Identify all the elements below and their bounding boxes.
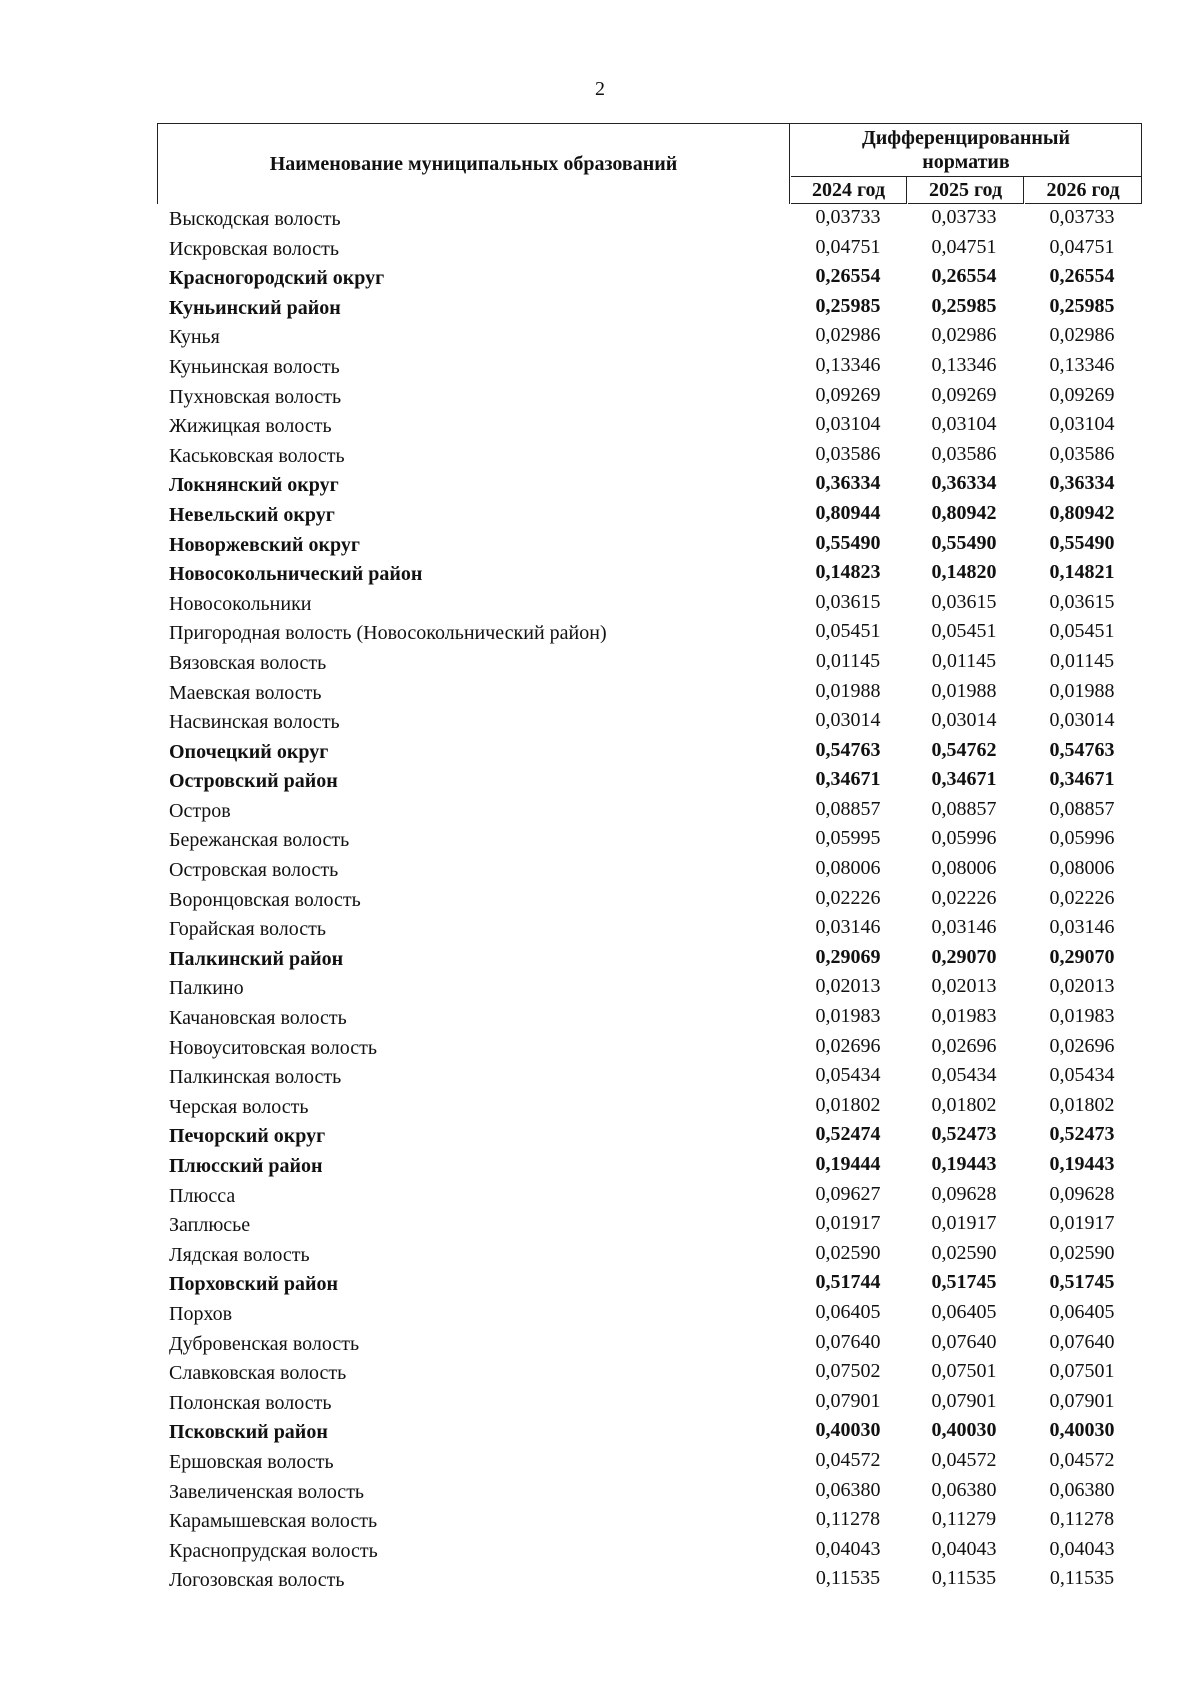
norm-value-2025: 0,36334 xyxy=(931,472,997,495)
norm-value-2024: 0,02986 xyxy=(815,324,881,347)
table-row xyxy=(157,1270,1140,1300)
table-row xyxy=(157,1330,1140,1360)
norm-value-2025: 0,03733 xyxy=(931,206,997,228)
municipality-name: Каськовская волость xyxy=(169,444,345,467)
norm-value-2026: 0,11278 xyxy=(1049,1508,1115,1531)
municipality-name: Дубровенская волость xyxy=(169,1332,360,1355)
table-row xyxy=(157,412,1140,442)
municipality-name: Опочецкий округ xyxy=(169,740,329,763)
table-row xyxy=(157,738,1140,768)
norm-value-2026: 0,07901 xyxy=(1049,1389,1115,1412)
table-row xyxy=(157,1093,1140,1123)
norm-value-2024: 0,11278 xyxy=(815,1508,881,1531)
norm-value-2026: 0,02986 xyxy=(1049,324,1115,347)
norm-value-2024: 0,01802 xyxy=(815,1093,881,1116)
table-row xyxy=(157,1389,1140,1419)
norm-value-2025: 0,08006 xyxy=(931,857,997,880)
norm-value-2024: 0,36334 xyxy=(815,472,881,495)
norm-value-2026: 0,08006 xyxy=(1049,857,1115,880)
norm-value-2026: 0,52473 xyxy=(1049,1123,1115,1146)
norm-value-2024: 0,80944 xyxy=(815,501,881,524)
table-row xyxy=(157,501,1140,531)
norm-value-2024: 0,03615 xyxy=(815,590,881,613)
norm-value-2024: 0,03586 xyxy=(815,442,881,465)
table-row xyxy=(157,1122,1140,1152)
norm-value-2025: 0,19443 xyxy=(931,1153,997,1175)
column-group-header xyxy=(791,124,1141,177)
table-row xyxy=(157,1448,1140,1478)
norm-value-2025: 0,34671 xyxy=(931,768,997,791)
norm-value-2024: 0,55490 xyxy=(815,531,881,554)
norm-value-2025: 0,03014 xyxy=(931,709,997,732)
municipality-name: Лядская волость xyxy=(169,1243,310,1266)
table-row xyxy=(157,1241,1140,1271)
norm-value-2024: 0,04043 xyxy=(815,1537,881,1560)
norm-value-2025: 0,03586 xyxy=(931,442,997,465)
municipality-name: Кунья xyxy=(169,326,220,349)
norm-value-2024: 0,05451 xyxy=(815,620,881,643)
norm-value-2024: 0,06405 xyxy=(815,1300,881,1323)
municipality-name: Порхов xyxy=(169,1302,233,1325)
norm-value-2025: 0,03615 xyxy=(931,590,997,613)
norm-value-2025: 0,80942 xyxy=(931,501,997,524)
norm-value-2025: 0,02590 xyxy=(931,1241,997,1264)
norm-value-2025: 0,01983 xyxy=(931,1005,997,1028)
norm-value-2026: 0,04043 xyxy=(1049,1537,1115,1560)
table-header xyxy=(157,123,1142,204)
norm-value-2026: 0,07640 xyxy=(1049,1330,1115,1353)
norm-value-2026: 0,03586 xyxy=(1049,442,1115,465)
municipality-name: Выскодская волость xyxy=(169,208,341,230)
norm-value-2026: 0,01145 xyxy=(1049,649,1115,672)
norm-value-2024: 0,19444 xyxy=(815,1153,881,1175)
table-row xyxy=(157,974,1140,1004)
norm-value-2025: 0,03146 xyxy=(931,916,997,939)
norm-value-2025: 0,09269 xyxy=(931,383,997,406)
municipality-name: Полонская волость xyxy=(169,1391,332,1414)
norm-value-2025: 0,04572 xyxy=(931,1448,997,1471)
table-row xyxy=(157,826,1140,856)
municipality-name: Красногородский округ xyxy=(169,267,385,290)
table-row xyxy=(157,856,1140,886)
norm-value-2025: 0,05451 xyxy=(931,620,997,643)
norm-value-2025: 0,09628 xyxy=(931,1182,997,1205)
municipality-name: Палкино xyxy=(169,977,244,1000)
norm-value-2025: 0,02226 xyxy=(931,886,997,909)
table-row xyxy=(157,679,1140,709)
table-row xyxy=(157,442,1140,472)
norm-value-2026: 0,02226 xyxy=(1049,886,1115,909)
table-row xyxy=(157,560,1140,590)
municipality-name: Пригородная волость (Новосокольнический район) xyxy=(169,622,607,645)
table-row xyxy=(157,886,1140,916)
norm-value-2025: 0,01145 xyxy=(931,649,997,672)
municipality-name: Славковская волость xyxy=(169,1362,347,1385)
municipality-name: Завеличенская волость xyxy=(169,1480,365,1503)
norm-value-2024: 0,01983 xyxy=(815,1005,881,1028)
table-row xyxy=(157,1478,1140,1508)
norm-value-2025: 0,05996 xyxy=(931,827,997,850)
norm-value-2024: 0,11535 xyxy=(815,1567,881,1590)
norm-value-2026: 0,02013 xyxy=(1049,975,1115,998)
table-row xyxy=(157,797,1140,827)
norm-value-2025: 0,08857 xyxy=(931,797,997,820)
norm-value-2024: 0,29069 xyxy=(815,945,881,968)
norm-value-2025: 0,05434 xyxy=(931,1064,997,1087)
table-body xyxy=(157,205,1140,1596)
norm-value-2024: 0,08857 xyxy=(815,797,881,820)
municipality-name: Бережанская волость xyxy=(169,829,350,852)
municipality-name: Палкинская волость xyxy=(169,1066,342,1089)
norm-value-2026: 0,02696 xyxy=(1049,1034,1115,1057)
table-row xyxy=(157,1063,1140,1093)
norm-value-2025: 0,03104 xyxy=(931,413,997,436)
norm-value-2025: 0,52473 xyxy=(931,1123,997,1146)
table-row xyxy=(157,383,1140,413)
norm-value-2025: 0,14820 xyxy=(931,561,997,584)
norm-value-2025: 0,25985 xyxy=(931,294,997,317)
norm-value-2025: 0,13346 xyxy=(931,353,997,376)
norm-value-2024: 0,07502 xyxy=(815,1360,881,1383)
norm-value-2026: 0,54763 xyxy=(1049,738,1115,761)
norm-value-2025: 0,02013 xyxy=(931,975,997,998)
table-row xyxy=(157,205,1140,235)
norm-value-2026: 0,80942 xyxy=(1049,501,1115,524)
norm-value-2024: 0,05434 xyxy=(815,1064,881,1087)
norm-value-2025: 0,51745 xyxy=(931,1271,997,1294)
table-row xyxy=(157,471,1140,501)
municipality-name: Краснопрудская волость xyxy=(169,1539,378,1562)
table-row xyxy=(157,590,1140,620)
municipality-name: Куньинская волость xyxy=(169,355,340,378)
norm-value-2025: 0,01917 xyxy=(931,1212,997,1235)
norm-value-2026: 0,04751 xyxy=(1049,235,1115,258)
norm-value-2025: 0,04043 xyxy=(931,1537,997,1560)
norm-value-2024: 0,02226 xyxy=(815,886,881,909)
norm-value-2026: 0,14821 xyxy=(1049,561,1115,584)
norm-value-2025: 0,01988 xyxy=(931,679,997,702)
norm-value-2024: 0,02696 xyxy=(815,1034,881,1057)
table-row xyxy=(157,619,1140,649)
norm-value-2026: 0,51745 xyxy=(1049,1271,1115,1294)
norm-value-2026: 0,04572 xyxy=(1049,1448,1115,1471)
norm-value-2024: 0,02013 xyxy=(815,975,881,998)
municipality-name: Насвинская волость xyxy=(169,711,340,734)
norm-value-2026: 0,01988 xyxy=(1049,679,1115,702)
norm-value-2025: 0,54762 xyxy=(931,738,997,761)
column-header-2026: 2026 год xyxy=(1025,177,1141,204)
norm-value-2026: 0,40030 xyxy=(1049,1419,1115,1442)
norm-value-2024: 0,01145 xyxy=(815,649,881,672)
norm-value-2024: 0,07640 xyxy=(815,1330,881,1353)
norm-value-2026: 0,03104 xyxy=(1049,413,1115,436)
norm-value-2026: 0,05451 xyxy=(1049,620,1115,643)
column-header-2024: 2024 год xyxy=(791,177,907,204)
municipality-name: Новоржевский округ xyxy=(169,533,360,556)
norm-value-2025: 0,29070 xyxy=(931,945,997,968)
norm-value-2024: 0,03104 xyxy=(815,413,881,436)
norm-value-2025: 0,06405 xyxy=(931,1300,997,1323)
municipality-name: Псковский район xyxy=(169,1421,328,1444)
municipality-name: Ершовская волость xyxy=(169,1450,334,1473)
table-row xyxy=(157,1211,1140,1241)
norm-value-2026: 0,55490 xyxy=(1049,531,1115,554)
table-row xyxy=(157,1004,1140,1034)
norm-value-2025: 0,55490 xyxy=(931,531,997,554)
norm-value-2024: 0,08006 xyxy=(815,857,881,880)
municipality-name: Новоуситовская волость xyxy=(169,1036,377,1059)
table-row xyxy=(157,531,1140,561)
table-row xyxy=(157,649,1140,679)
table-row xyxy=(157,945,1140,975)
municipality-name: Карамышевская волость xyxy=(169,1510,378,1533)
norm-value-2024: 0,03733 xyxy=(815,206,881,228)
norm-value-2026: 0,36334 xyxy=(1049,472,1115,495)
column-header-name: Наименование муниципальных образований xyxy=(158,124,790,204)
norm-value-2026: 0,03014 xyxy=(1049,709,1115,732)
table-row xyxy=(157,323,1140,353)
norm-value-2026: 0,03733 xyxy=(1049,206,1115,228)
norm-value-2024: 0,06380 xyxy=(815,1478,881,1501)
municipality-name: Невельский округ xyxy=(169,503,335,526)
norm-value-2025: 0,11535 xyxy=(931,1567,997,1590)
norm-value-2025: 0,04751 xyxy=(931,235,997,258)
municipality-name: Черская волость xyxy=(169,1095,309,1118)
table-row xyxy=(157,1537,1140,1567)
municipality-name: Новосокольники xyxy=(169,592,312,615)
table-row xyxy=(157,294,1140,324)
municipality-name: Порховский район xyxy=(169,1273,339,1296)
norm-value-2026: 0,01983 xyxy=(1049,1005,1115,1028)
norm-value-2025: 0,40030 xyxy=(931,1419,997,1442)
table-row xyxy=(157,264,1140,294)
norm-value-2025: 0,06380 xyxy=(931,1478,997,1501)
norm-value-2026: 0,01802 xyxy=(1049,1093,1115,1116)
municipality-name: Островский район xyxy=(169,770,338,793)
norm-value-2025: 0,07501 xyxy=(931,1360,997,1383)
norm-value-2026: 0,03146 xyxy=(1049,916,1115,939)
norm-value-2025: 0,11279 xyxy=(931,1508,997,1531)
table-row xyxy=(157,1418,1140,1448)
norm-value-2026: 0,02590 xyxy=(1049,1241,1115,1264)
norm-value-2024: 0,13346 xyxy=(815,353,881,376)
norm-value-2026: 0,29070 xyxy=(1049,945,1115,968)
table-row xyxy=(157,235,1140,265)
norm-value-2025: 0,07901 xyxy=(931,1389,997,1412)
norm-value-2026: 0,09628 xyxy=(1049,1182,1115,1205)
norm-value-2025: 0,26554 xyxy=(931,265,997,288)
table-row xyxy=(157,915,1140,945)
norm-value-2025: 0,02986 xyxy=(931,324,997,347)
norm-value-2024: 0,26554 xyxy=(815,265,881,288)
norm-value-2025: 0,01802 xyxy=(931,1093,997,1116)
municipality-name: Палкинский район xyxy=(169,947,344,970)
municipality-name: Новосокольнический район xyxy=(169,563,423,586)
norm-value-2024: 0,34671 xyxy=(815,768,881,791)
table-row xyxy=(157,1300,1140,1330)
table-row xyxy=(157,767,1140,797)
norm-value-2026: 0,06405 xyxy=(1049,1300,1115,1323)
norm-value-2026: 0,06380 xyxy=(1049,1478,1115,1501)
norm-value-2024: 0,02590 xyxy=(815,1241,881,1264)
norm-value-2026: 0,01917 xyxy=(1049,1212,1115,1235)
table-row xyxy=(157,708,1140,738)
column-header-2025: 2025 год xyxy=(908,177,1024,204)
page-number: 2 xyxy=(595,78,605,100)
norm-value-2024: 0,40030 xyxy=(815,1419,881,1442)
municipality-name: Горайская волость xyxy=(169,918,327,941)
municipality-name: Плюсса xyxy=(169,1184,236,1207)
norm-value-2026: 0,25985 xyxy=(1049,294,1115,317)
norm-value-2024: 0,03146 xyxy=(815,916,881,939)
norm-value-2026: 0,03615 xyxy=(1049,590,1115,613)
municipality-name: Воронцовская волость xyxy=(169,888,361,911)
norm-value-2026: 0,05434 xyxy=(1049,1064,1115,1087)
norm-value-2024: 0,09269 xyxy=(815,383,881,406)
table-row xyxy=(157,1152,1140,1182)
table-row xyxy=(157,1566,1140,1596)
norm-value-2026: 0,26554 xyxy=(1049,265,1115,288)
norm-value-2024: 0,01917 xyxy=(815,1212,881,1235)
municipality-name: Островская волость xyxy=(169,859,339,882)
municipality-name: Печорский округ xyxy=(169,1125,326,1148)
norm-value-2024: 0,03014 xyxy=(815,709,881,732)
municipality-name: Логозовская волость xyxy=(169,1569,345,1592)
norm-value-2026: 0,07501 xyxy=(1049,1360,1115,1383)
municipality-name: Куньинский район xyxy=(169,296,341,319)
norm-value-2024: 0,25985 xyxy=(815,294,881,317)
norm-value-2024: 0,07901 xyxy=(815,1389,881,1412)
norm-value-2024: 0,09627 xyxy=(815,1182,881,1205)
norm-value-2024: 0,54763 xyxy=(815,738,881,761)
municipality-name: Качановская волость xyxy=(169,1007,347,1030)
municipality-name: Плюсский район xyxy=(169,1155,323,1177)
municipality-name: Жижицкая волость xyxy=(169,415,332,438)
municipality-name: Искровская волость xyxy=(169,237,339,260)
norm-value-2025: 0,07640 xyxy=(931,1330,997,1353)
table-row xyxy=(157,1507,1140,1537)
table-row xyxy=(157,1034,1140,1064)
municipality-name: Заплюсье xyxy=(169,1214,251,1237)
norm-value-2026: 0,34671 xyxy=(1049,768,1115,791)
table-row xyxy=(157,1182,1140,1212)
norm-value-2024: 0,04572 xyxy=(815,1448,881,1471)
norm-value-2026: 0,08857 xyxy=(1049,797,1115,820)
norm-value-2024: 0,52474 xyxy=(815,1123,881,1146)
norm-value-2024: 0,14823 xyxy=(815,561,881,584)
norm-value-2026: 0,05996 xyxy=(1049,827,1115,850)
municipality-name: Локнянский округ xyxy=(169,474,339,497)
table-row xyxy=(157,1359,1140,1389)
norm-value-2024: 0,05995 xyxy=(815,827,881,850)
municipality-name: Маевская волость xyxy=(169,681,322,704)
norm-value-2026: 0,19443 xyxy=(1049,1153,1115,1175)
norm-value-2024: 0,01988 xyxy=(815,679,881,702)
norm-value-2026: 0,09269 xyxy=(1049,383,1115,406)
column-group-label: Дифференцированный норматив xyxy=(861,127,1071,173)
municipality-name: Вязовская волость xyxy=(169,651,327,674)
norm-value-2024: 0,04751 xyxy=(815,235,881,258)
norm-value-2024: 0,51744 xyxy=(815,1271,881,1294)
municipality-name: Остров xyxy=(169,799,231,822)
municipality-name: Пухновская волость xyxy=(169,385,342,408)
norm-value-2026: 0,11535 xyxy=(1049,1567,1115,1590)
table-row xyxy=(157,353,1140,383)
norm-value-2025: 0,02696 xyxy=(931,1034,997,1057)
norm-value-2026: 0,13346 xyxy=(1049,353,1115,376)
